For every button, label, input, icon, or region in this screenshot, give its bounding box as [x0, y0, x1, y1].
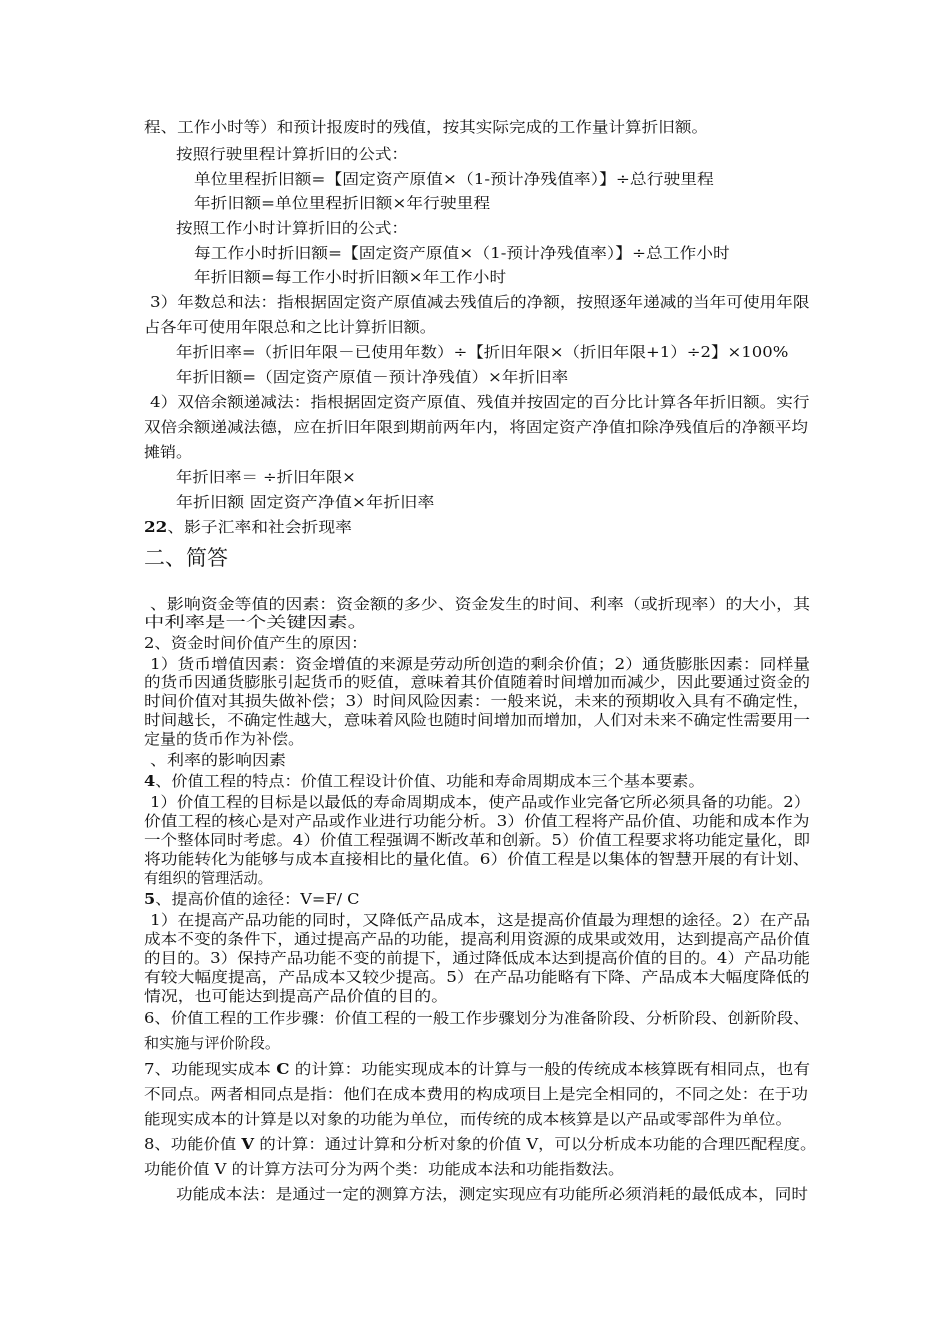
- text-line: 按照工作小时计算折旧的公式：: [176, 219, 409, 237]
- text-line: 年折旧额 固定资产净值×年折旧率: [176, 493, 435, 511]
- text-line: 有组织的管理活动。: [144, 869, 273, 887]
- text-line: 、利率的影响因素: [150, 751, 287, 769]
- text-line: 1）货币增值因素：资金增值的来源是劳动所创造的剩余价值；2）通货膨胀因素：同样量: [150, 655, 811, 673]
- text-line: 能现实成本的计算是以对象的功能为单位，而传统的成本核算是以产品或零部件为单位。: [144, 1110, 793, 1128]
- text-line: 1）在提高产品功能的同时，又降低产品成本，这是提高价值最为理想的途径。2）在产品: [150, 911, 811, 929]
- text-line: 7、功能现实成本 C 的计算：功能实现成本的计算与一般的传统成本核算既有相同点，也有: [144, 1060, 811, 1078]
- text-line: 4）双倍余额递减法：指根据固定资产原值、残值并按固定的百分比计算各年折旧额。实行: [150, 393, 810, 411]
- text-line: 不同点。两者相同点是指：他们在成本费用的构成项目上是完全相同的，不同之处：在于功: [144, 1085, 809, 1103]
- text-line: 1）价值工程的目标是以最低的寿命周期成本，使产品或作业完备它所必须具备的功能。2）: [150, 793, 811, 811]
- text-line: 双倍余额递减法德，应在折旧年限到期前两年内，将固定资产净值扣除净残值后的净额平均: [144, 418, 809, 436]
- text-line: 8、功能价值 V 的计算：通过计算和分析对象的价值 V，可以分析成本功能的合理匹配程度。: [144, 1135, 817, 1153]
- text-line: 中利率是一个关键因素。: [144, 613, 369, 631]
- text-line: 占各年可使用年限总和之比计算折旧额。: [144, 318, 437, 336]
- text-line: 有较大幅度提高，产品成本又较少提高。5）在产品功能略有下降、产品成本大幅度降低的: [144, 968, 810, 986]
- text-line: 的货币因通货膨胀引起货币的贬值，意味着其价值随着时间增加而减少，因此要通过资金的: [144, 673, 811, 691]
- text-line: 3）年数总和法：指根据固定资产原值减去残值后的净额，按照逐年递减的当年可使用年限: [150, 293, 810, 311]
- text-line: 4、价值工程的特点：价值工程设计价值、功能和寿命周期成本三个基本要素。: [144, 772, 705, 790]
- text-line: 年折旧额=（固定资产原值－预计净残值）×年折旧率: [176, 368, 569, 386]
- text-line: 摊销。: [144, 443, 193, 461]
- text-line: 、影响资金等值的因素：资金额的多少、资金发生的时间、利率（或折现率）的大小，其: [150, 595, 811, 613]
- text-line: 定量的货币作为补偿。: [144, 730, 305, 748]
- text-line: 功能价值 V 的计算方法可分为两个类：功能成本法和功能指数法。: [144, 1160, 625, 1178]
- text-line: 情况，也可能达到提高产品价值的目的。: [144, 987, 449, 1005]
- text-line: 程、工作小时等）和预计报废时的残值，按其实际完成的工作量计算折旧额。: [144, 118, 709, 136]
- text-line: 5、提高价值的途径：V=F/ C: [144, 890, 360, 908]
- text-line: 和实施与评价阶段。: [144, 1034, 281, 1052]
- text-line: 价值工程的核心是对产品或作业进行功能分析。3）价值工程将产品价值、功能和成本作为: [144, 812, 810, 830]
- text-line: 年折旧额=单位里程折旧额×年行驶里程: [194, 194, 491, 212]
- text-line: 单位里程折旧额=【固定资产原值×（1-预计净残值率）】÷总行驶里程: [194, 170, 714, 188]
- text-line: 年折旧额=每工作小时折旧额×年工作小时: [194, 268, 507, 286]
- text-line: 时间越长，不确定性越大，意味着风险也随时间增加而增加，人们对未来不确定性需要用一: [144, 711, 811, 729]
- text-line: 的目的。3）保持产品功能不变的前提下，通过降低成本达到提高价值的目的。4）产品功能: [144, 949, 811, 967]
- text-line: 每工作小时折旧额=【固定资产原值×（1-预计净残值率）】÷总工作小时: [194, 244, 730, 262]
- text-line: 一个整体同时考虑。4）价值工程强调不断改革和创新。5）价值工程要求将功能定量化，即: [144, 831, 811, 849]
- text-line: 年折旧率＝ ÷折旧年限×: [176, 468, 356, 486]
- text-line: 按照行驶里程计算折旧的公式：: [176, 145, 409, 163]
- text-line: 时间价值对其损失做补偿；3）时间风险因素：一般来说，未来的预期收入具有不确定性，: [144, 692, 810, 710]
- text-line: 年折旧率=（折旧年限－已使用年数）÷【折旧年限×（折旧年限+1）÷2】×100%: [176, 343, 789, 361]
- text-line: 22、影子汇率和社会折现率: [144, 518, 352, 536]
- section-heading: 二、简答: [144, 546, 228, 570]
- text-line: 将功能转化为能够与成本直接相比的量化值。6）价值工程是以集体的智慧开展的有计划、: [144, 850, 810, 868]
- text-line: 6、价值工程的工作步骤：价值工程的一般工作步骤划分为准备阶段、分析阶段、创新阶段、: [144, 1009, 810, 1027]
- text-line: 功能成本法：是通过一定的测算方法，测定实现应有功能所必须消耗的最低成本，同时: [176, 1185, 809, 1203]
- text-line: 2、资金时间价值产生的原因：: [144, 634, 368, 652]
- text-line: 成本不变的条件下，通过提高产品的功能，提高利用资源的成果或效用，达到提高产品价值: [144, 930, 811, 948]
